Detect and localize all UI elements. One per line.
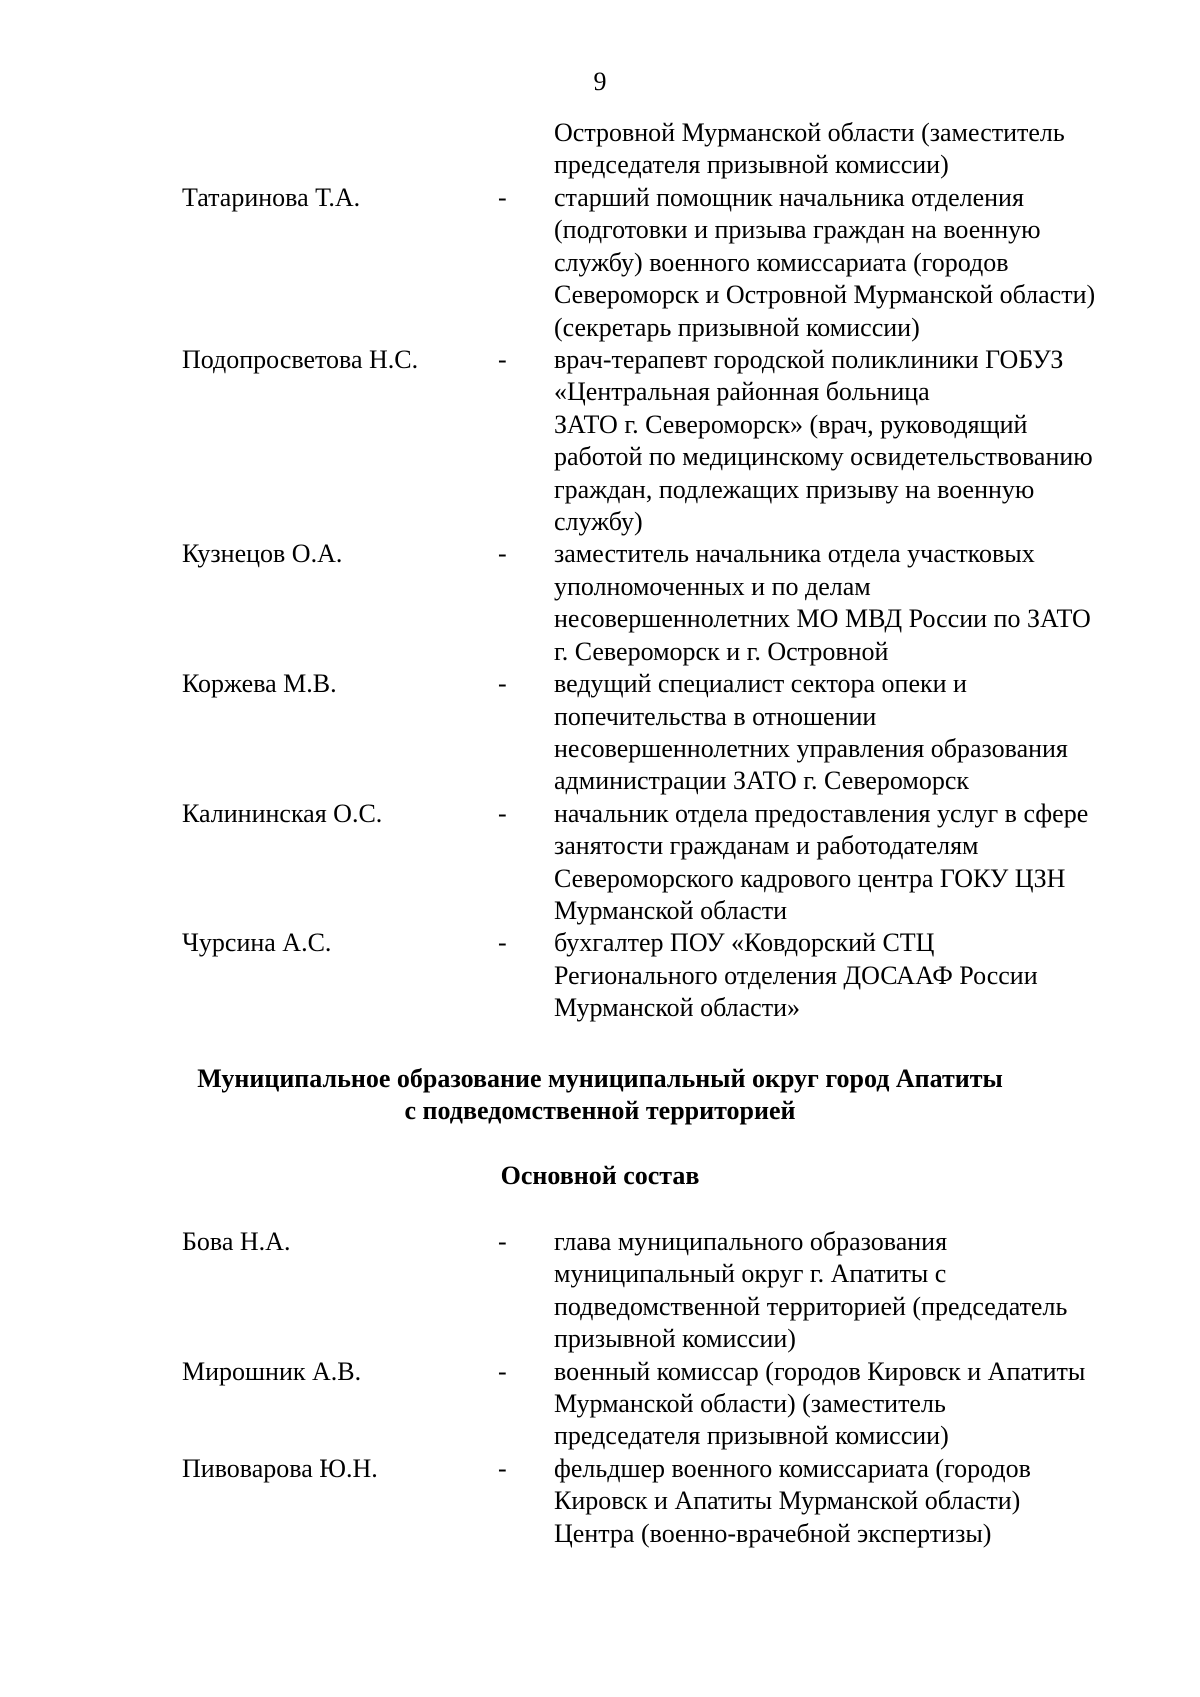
role-line: ведущий специалист сектора опеки и: [554, 669, 967, 699]
role-line: «Центральная районная больница: [554, 377, 930, 407]
member-name: Чурсина А.С.: [182, 928, 332, 958]
member-role: [554, 182, 1154, 344]
member-entry: [0, 344, 1200, 538]
role-line: Кировск и Апатиты Мурманской области): [554, 1486, 1021, 1516]
role-line: занятости гражданам и работодателям: [554, 831, 979, 861]
member-role: [554, 344, 1154, 538]
role-line: Мурманской области) (заместитель: [554, 1389, 946, 1419]
member-dash: -: [498, 1227, 507, 1256]
member-name: Татаринова Т.А.: [182, 183, 361, 212]
member-dash: -: [498, 928, 507, 958]
member-name: Калининская О.С.: [182, 798, 383, 828]
role-line: (подготовки и призыва граждан на военную: [554, 215, 1041, 245]
member-dash: -: [498, 183, 507, 212]
role-line: военный комиссар (городов Кировск и Апатиты: [554, 1356, 1086, 1386]
member-list-group1: [0, 182, 1200, 1025]
continuation-line: председателя призывной комиссии): [554, 150, 949, 180]
role-line: фельдшер военного комиссариата (городов: [554, 1453, 1031, 1483]
member-name: Бова Н.А.: [182, 1227, 291, 1256]
role-line: (секретарь призывной комиссии): [554, 312, 920, 342]
member-entry: [0, 538, 1200, 668]
role-line: муниципальный округ г. Апатиты с: [554, 1259, 947, 1289]
role-line: несовершеннолетних управления образования: [554, 733, 1068, 763]
member-name: Кузнецов О.А.: [182, 539, 343, 569]
member-entry: [0, 1356, 1200, 1453]
continuation-text: [554, 117, 1154, 182]
member-role: [554, 538, 1154, 668]
member-role: [554, 798, 1154, 928]
role-line: службу) военного комиссариата (городов: [554, 247, 1009, 277]
role-line: председателя призывной комиссии): [554, 1421, 949, 1451]
member-entry: [0, 1453, 1200, 1550]
member-entry: [0, 1226, 1200, 1356]
municipality-title-line: Муниципальное образование муниципальный округ город Апатиты: [197, 1064, 1003, 1093]
member-name: Подопросветова Н.С.: [182, 345, 419, 375]
composition-title: Основной состав: [500, 1161, 700, 1190]
member-entry: [0, 668, 1200, 798]
page-number: 9: [593, 67, 607, 96]
role-line: заместитель начальника отдела участковых: [554, 539, 1035, 569]
role-line: несовершеннолетних МО МВД России по ЗАТО: [554, 604, 1091, 634]
member-dash: -: [498, 1356, 507, 1386]
member-role: [554, 668, 1154, 798]
role-line: Мурманской области: [554, 895, 787, 925]
role-line: г. Североморск и г. Островной: [554, 636, 889, 666]
role-line: начальник отдела предоставления услуг в сфере: [554, 798, 1089, 828]
role-line: подведомственной территорией (председатель: [554, 1291, 1068, 1321]
role-line: работой по медицинскому освидетельствованию: [554, 442, 1093, 472]
member-dash: -: [498, 669, 507, 699]
member-entry: [0, 798, 1200, 928]
role-line: Североморского кадрового центра ГОКУ ЦЗН: [554, 863, 1066, 893]
continuation-line: Островной Мурманской области (заместитель: [554, 118, 1065, 147]
role-line: врач-терапевт городской поликлиники ГОБУЗ: [554, 345, 1064, 375]
member-dash: -: [498, 798, 507, 828]
role-line: Регионального отделения ДОСААФ России: [554, 960, 1038, 990]
role-line: уполномоченных и по делам: [554, 571, 871, 601]
role-line: службу): [554, 507, 643, 537]
role-line: Мурманской области»: [554, 993, 800, 1023]
member-list-group2: [0, 1226, 1200, 1550]
municipality-title-line: с подведомственной территорией: [404, 1096, 796, 1126]
role-line: попечительства в отношении: [554, 701, 877, 731]
member-name: Мирошник А.В.: [182, 1356, 362, 1386]
role-line: бухгалтер ПОУ «Ковдорский СТЦ: [554, 928, 935, 958]
member-role: [554, 1356, 1154, 1453]
member-entry: [0, 182, 1200, 344]
municipality-title: [0, 1063, 1200, 1128]
member-name: Пивоварова Ю.Н.: [182, 1453, 378, 1483]
member-dash: -: [498, 345, 507, 375]
role-line: старший помощник начальника отделения: [554, 183, 1024, 212]
role-line: Центра (военно-врачебной экспертизы): [554, 1518, 992, 1548]
role-line: граждан, подлежащих призыву на военную: [554, 474, 1035, 504]
member-dash: -: [498, 539, 507, 569]
role-line: глава муниципального образования: [554, 1227, 948, 1256]
member-name: Коржева М.В.: [182, 669, 337, 699]
role-line: ЗАТО г. Североморск» (врач, руководящий: [554, 409, 1028, 439]
role-line: призывной комиссии): [554, 1324, 796, 1354]
role-line: администрации ЗАТО г. Североморск: [554, 766, 970, 796]
member-role: [554, 927, 1154, 1024]
member-role: [554, 1453, 1154, 1550]
member-dash: -: [498, 1453, 507, 1483]
member-role: [554, 1226, 1154, 1356]
role-line: Североморск и Островной Мурманской области): [554, 280, 1096, 310]
member-entry: [0, 927, 1200, 1024]
